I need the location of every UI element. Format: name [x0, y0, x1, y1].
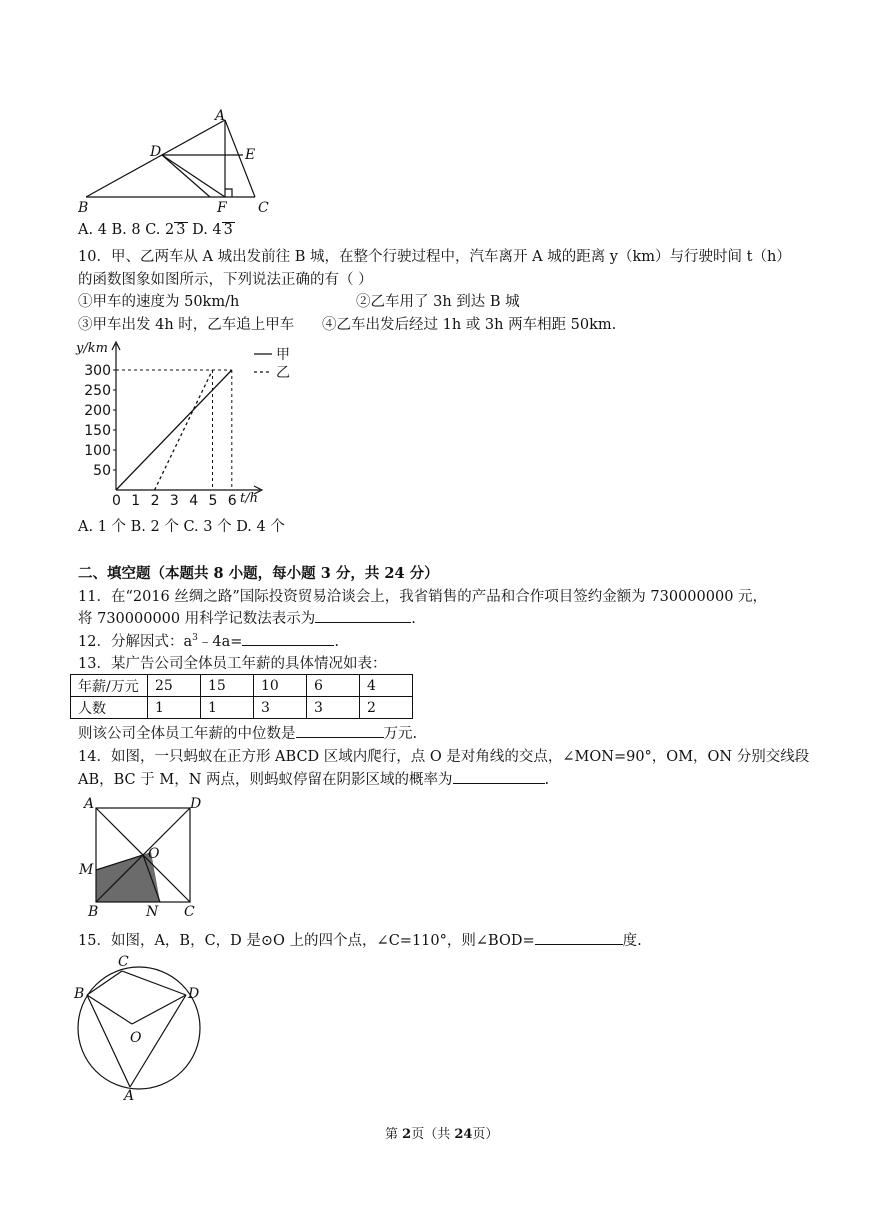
q14-answer-blank[interactable] [453, 769, 545, 784]
label-O: O [148, 846, 160, 862]
y-tick-label: 300 [84, 363, 111, 379]
label-O: O [130, 1030, 142, 1046]
table-row [71, 697, 413, 719]
x-tick-label: 4 [189, 493, 199, 509]
label-C: C [118, 954, 129, 970]
salary-table [70, 674, 413, 719]
x-tick-label: 6 [227, 493, 237, 509]
q10-options: A. 1 个 B. 2 个 C. 3 个 D. 4 个 [78, 519, 285, 535]
series-line-0 [116, 370, 232, 490]
x-tick-label: 3 [169, 493, 179, 509]
legend-label-1: 乙 [276, 365, 290, 381]
label-C: C [258, 200, 269, 216]
table-cell: 15 [201, 675, 254, 697]
q13-intro: 13．某广告公司全体员工年薪的具体情况如表： [78, 656, 387, 672]
label-C: C [184, 904, 195, 920]
page-footer: 第 2页（共 24页） [385, 1127, 499, 1142]
q14-line1: 14．如图，一只蚂蚁在正方形 ABCD 区域内爬行，点 O 是对角线的交点，∠MON=90°，OM，ON 分别交线段 [78, 749, 810, 765]
x-tick-label: 2 [150, 493, 160, 509]
q12-line: 12．分解因式：$a^3﹣4a=$ . [78, 630, 339, 651]
table-cell: 3 [307, 697, 360, 719]
q11-answer-blank[interactable] [315, 608, 411, 623]
table-cell: 人数 [71, 697, 148, 719]
table-cell: 25 [148, 675, 201, 697]
legend-label-0: 甲 [276, 347, 290, 363]
label-A: A [215, 108, 226, 124]
label-B: B [78, 200, 89, 216]
q15-circle-figure [72, 952, 212, 1102]
table-cell: 10 [254, 675, 307, 697]
q15-line: 15．如图，A，B，C，D 是⊙O 上的四个点，∠C=110°，则∠BOD= 度. [78, 929, 642, 950]
label-D: D [188, 986, 200, 1002]
q14-square-figure [76, 794, 206, 920]
label-D: D [150, 144, 162, 160]
section-2-heading: 二、填空题（本题共 8 小题，每小题 3 分，共 24 分） [78, 565, 439, 582]
label-A: A [124, 1088, 135, 1102]
y-tick-label: 250 [84, 383, 111, 399]
table-row [71, 675, 413, 697]
q10-line2: 的函数图象如图所示，下列说法正确的有（ ） [78, 272, 373, 288]
q12-answer-blank[interactable] [242, 631, 334, 646]
q14-line2: AB，BC 于 M，N 两点，则蚂蚁停留在阴影区域的概率为 . [78, 768, 549, 789]
label-M: M [79, 862, 94, 878]
y-tick-label: 50 [93, 463, 111, 479]
q15-answer-blank[interactable] [535, 930, 623, 945]
x-tick-label: 1 [131, 493, 141, 509]
label-B: B [88, 904, 99, 920]
y-tick-label: 150 [84, 423, 111, 439]
x-tick-label: 5 [208, 493, 218, 509]
q10-line1: 10．甲、乙两车从 A 城出发前往 B 城，在整个行驶过程中，汽车离开 A 城的距离 y（km）与行驶时间 t（h） [78, 249, 791, 265]
q13-after: 则该公司全体员工年薪的中位数是 万元. [78, 722, 417, 743]
q11-line1: 11．在“2016 丝绸之路”国际投资贸易洽谈会上，我省销售的产品和合作项目签约金额为 730000000 元， [78, 589, 768, 605]
table-cell: 2 [360, 697, 413, 719]
table-cell: 1 [201, 697, 254, 719]
label-A: A [84, 796, 95, 812]
q9-options: A. 4 B. 8 C. 2 3 D. 4 3 [78, 222, 233, 238]
q10-statement-1: ①甲车的速度为 50km/h [78, 294, 240, 310]
table-cell: 年薪/万元 [71, 675, 148, 697]
q13-answer-blank[interactable] [296, 723, 384, 738]
table-cell: 4 [360, 675, 413, 697]
q10-statement-4: ④乙车出发后经过 1h 或 3h 两车相距 50km. [322, 317, 617, 333]
q9-triangle-figure [78, 108, 278, 216]
q10-distance-time-chart [74, 338, 304, 510]
table-cell: 6 [307, 675, 360, 697]
table-cell: 1 [148, 697, 201, 719]
label-B: B [74, 986, 85, 1002]
q10-statement-2: ②乙车用了 3h 到达 B 城 [356, 294, 520, 310]
label-E: E [245, 147, 256, 163]
x-tick-label: 0 [112, 493, 121, 509]
table-cell: 3 [254, 697, 307, 719]
series-line-1 [155, 370, 213, 490]
label-D: D [190, 796, 202, 812]
y-axis-label: y/km [76, 341, 108, 356]
x-axis-label: t/h [240, 491, 258, 506]
y-tick-label: 100 [84, 443, 111, 459]
label-N: N [146, 904, 159, 920]
y-tick-label: 200 [84, 403, 111, 419]
q11-line2: 将 730000000 用科学记数法表示为 . [78, 607, 416, 628]
q10-statement-3: ③甲车出发 4h 时，乙车追上甲车 [78, 317, 295, 333]
label-F: F [217, 200, 227, 216]
